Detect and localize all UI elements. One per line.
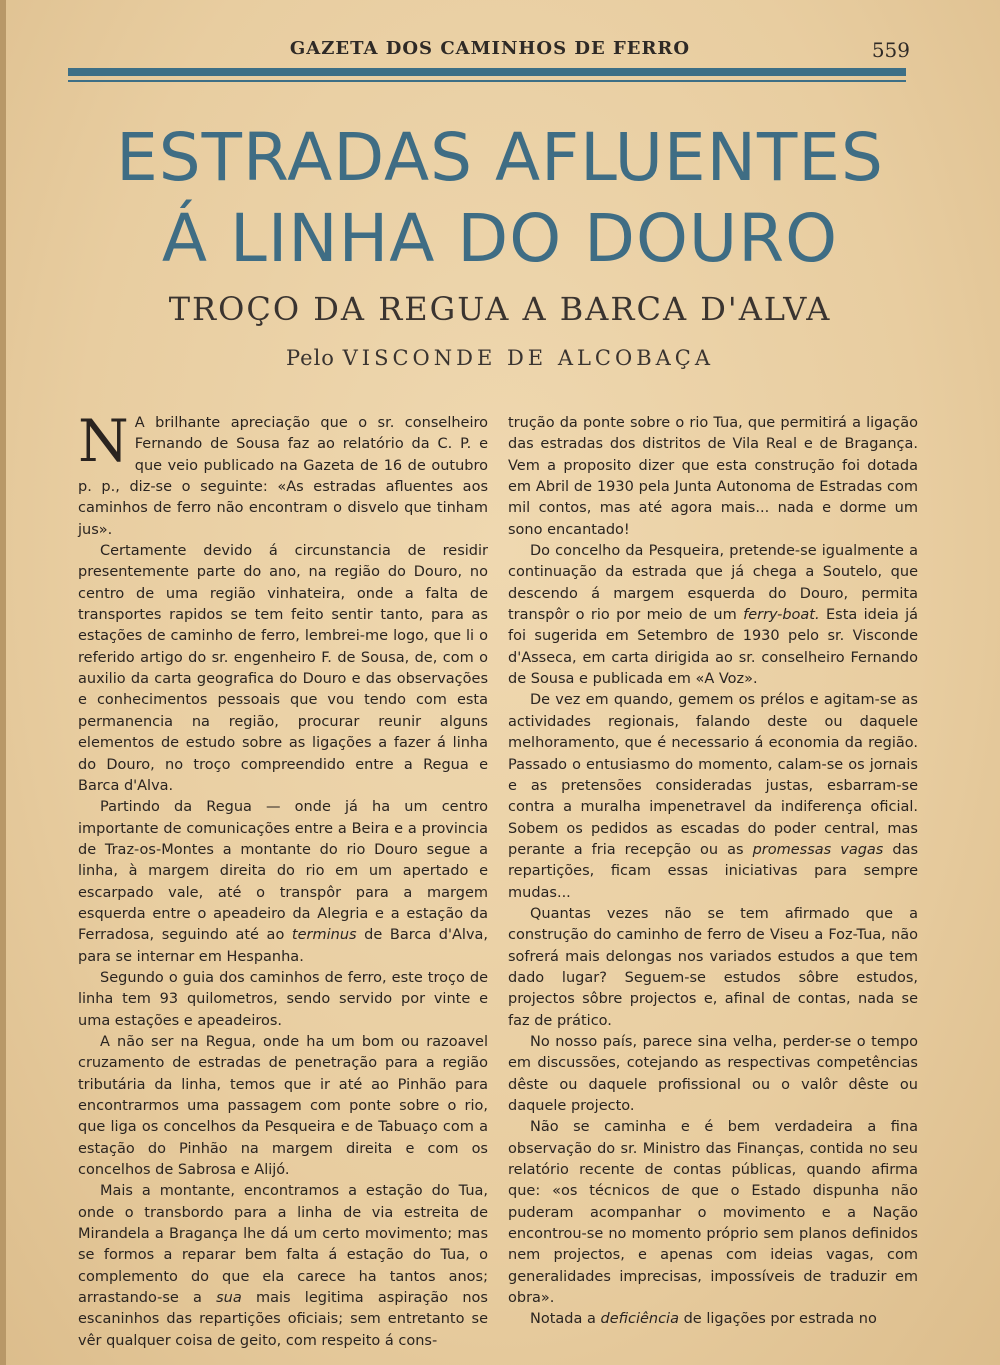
paragraph-text: Do concelho da Pesqueira, pretende-se igualmente a continuação da estrada que já chega a Soutelo, que descendo á margem esquerda do Douro, permita transpôr o rio por meio de um [508,543,918,624]
page-edge-shadow [0,0,6,1365]
paragraph-text: das repartições, ficam essas iniciativas para sempre mudas... [508,841,919,901]
paragraph [508,541,918,690]
paragraph-text: de ligações por estrada no [683,1311,877,1328]
paragraph [78,797,488,968]
paragraph-text: De vez em quando, gemem os prélos e agitam-se as actividades regionais, falando deste ou daquele melhoramento, que é necessario á economia da região. Passado o entusiasmo do momento, calam-se os jornais e as pretensões consideradas justas, esbarram-se contra a muralha impenetravel da indiferença oficial. Sobem os pedidos as escadas do poder central, mas perante a fria recepção ou as [508,692,918,858]
article-byline [60,346,940,370]
text-column-right [508,413,918,1331]
paragraph-text: mais legitima aspiração nos escaninhos das repartições oficiais; sem entretanto se vêr qualquer coisa de geito, com respeito á cons- [78,1290,488,1349]
paragraph-text: de Barca d'Alva, para se internar em Hespanha. [78,927,489,965]
byline-prefix: Pelo [285,346,335,370]
drop-cap: N [78,407,129,475]
header-rule-thick [68,68,906,76]
page-number: 559 [871,38,910,62]
paragraph: Segundo o guia dos caminhos de ferro, este troço de linha tem 93 quilometros, sendo servido por vinte e uma estações e apeadeiros. [78,969,488,1029]
paragraph: Certamente devido á circunstancia de residir presentemente parte do ano, na região do Douro, no centro de uma região vinhateira, onde a falta de transportes rapidos se tem feito sentir tanto, para as estações de caminho de ferro, lembrei-me logo, que li o referido artigo do sr. engenheiro F. de Sousa, de, com o auxilio da carta geografica do Douro e das observações e conhecimentos pessoais que vou tendo com esta permanencia na região, procurar reunir alguns elementos de estudo sobre as ligações a fazer á linha do Douro, no troço compreendido entre a Regua e Barca d'Alva. [78,543,488,794]
paragraph: A não ser na Regua, onde ha um bom ou razoavel cruzamento de estradas de penetração para a região tributária da linha, temos que ir até ao Pinhão para encontrarmos uma passagem com ponte sobre o rio, que liga os concelhos da Pesqueira e de Tabuaço com a estação do Pinhão na margem direita e com os concelhos de Sabrosa e Alijó. [78,1033,488,1179]
emphasis-text: deficiência [600,1311,679,1328]
emphasis-text: sua [216,1290,242,1307]
paragraph-text: A brilhante apreciação que o sr. conselheiro Fernando de Sousa faz ao relatório da C. P. e que veio publicado na Gazeta de 16 de outubro p. p., diz-se o seguinte: «As estradas afluentes aos caminhos de ferro não encontram o disvelo que tinham jus». [78,415,488,538]
paragraph: Quantas vezes não se tem afirmado que a construção do caminho de ferro de Viseu a Foz-Tua, não sofrerá mais delongas nos variados estudos a que tem dado lugar? Seguem-se estudos sôbre estudos, projectos sôbre projectos e, afinal de contas, nada se faz de prático. [508,905,918,1029]
paragraph: Não se caminha e é bem verdadeira a fina observação do sr. Ministro das Finanças, contida no seu relatório recente de contas públicas, quando afirma que: «os técnicos de que o Estado dispunha não puderam acompanhar o movimento e a Nação encontrou-se no momento próprio sem planos definidos nem projectos, e apenas com ideias vagas, com generalidades imprecisas, impossíveis de traduzir em obra». [508,1119,918,1307]
paragraph [508,1309,918,1330]
paragraph: No nosso país, parece sina velha, perder-se o tempo em discussões, cotejando as respectivas competências dêste ou daquele profissional ou o valôr dêste ou daquele projecto. [508,1033,918,1114]
paragraph-text: Partindo da Regua — onde já ha um centro importante de comunicações entre a Beira e a provincia de Traz-os-Montes a montante do rio Douro segue a linha, à margem direita do rio em um apertado e escarpado vale, até o transpôr para a margem esquerda entre o apeadeiro da Alegria e a estação da Ferradosa, seguindo até ao [78,799,488,944]
paragraph-text: Notada a [530,1311,596,1328]
emphasis-text: ferry-boat. [743,607,820,624]
emphasis-text: terminus [291,927,357,944]
header-rule-thin [68,80,906,82]
article-title-line2: Á LINHA DO DOURO [161,200,839,277]
running-title: GAZETA DOS CAMINHOS DE FERRO [289,38,691,59]
paragraph-text: Mais a montante, encontramos a estação do Tua, onde o transbordo para a linha de via estreita de Mirandela a Bragança lhe dá um certo movimento; mas se formos a reparar bem falta á estação do Tua, o complemento do que ela carece ha tantos anos; arrastando-se a [78,1183,488,1307]
paragraph-text: Esta ideia já foi sugerida em Setembro de 1930 pelo sr. Visconde d'Asseca, em carta dirigida ao sr. conselheiro Fernando de Sousa e publicada em «A Voz». [508,607,918,688]
paragraph: trução da ponte sobre o rio Tua, que permitirá a ligação das estradas dos distritos de Vila Real e de Bragança. Vem a proposito dizer que esta construção foi dotada em Abril de 1930 pela Junta Autonoma de Estradas com mil contos, mas até agora mais... nada e dorme um sono encantado! [508,415,918,538]
running-header [70,38,910,64]
byline-author: VISCONDE DE ALCOBAÇA [342,346,715,370]
article-title-line1: ESTRADAS AFLUENTES [116,119,884,196]
emphasis-text: promessas vagas [752,841,884,858]
paragraph [508,690,918,903]
paragraph [78,1181,488,1352]
text-column-left [78,407,489,1352]
paragraph [78,407,488,541]
article-subtitle: TROÇO DA REGUA A BARCA D'ALVA [168,290,832,328]
